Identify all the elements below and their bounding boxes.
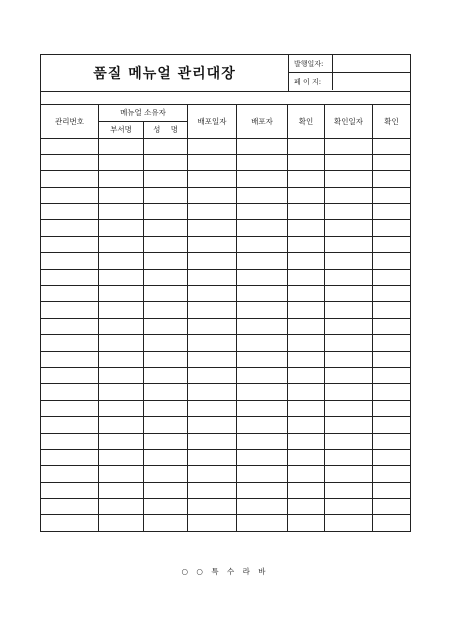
- col-header-confirm-date: 확인일자: [325, 104, 373, 138]
- table-cell[interactable]: [373, 351, 411, 367]
- table-row: [41, 417, 411, 433]
- table-cell[interactable]: [373, 154, 411, 170]
- table-cell[interactable]: [373, 171, 411, 187]
- table-cell[interactable]: [41, 515, 99, 531]
- table-cell[interactable]: [325, 466, 373, 482]
- col-header-owner: 메뉴얼 소유자: [99, 104, 188, 121]
- table-row: [41, 384, 411, 400]
- table-row: [41, 171, 411, 187]
- table-cell[interactable]: [188, 171, 237, 187]
- table-cell[interactable]: [237, 220, 288, 236]
- col-header-department: 부서명: [99, 121, 144, 138]
- meta-divider: [332, 54, 333, 90]
- table-cell[interactable]: [373, 400, 411, 416]
- table-cell[interactable]: [325, 367, 373, 383]
- table-cell[interactable]: [325, 335, 373, 351]
- table-cell[interactable]: [373, 449, 411, 465]
- table-cell[interactable]: [144, 433, 188, 449]
- table-cell[interactable]: [237, 367, 288, 383]
- table-row: [41, 499, 411, 515]
- title-block: [40, 54, 411, 91]
- table-cell[interactable]: [144, 138, 188, 154]
- table-cell[interactable]: [41, 286, 99, 302]
- table-cell[interactable]: [188, 154, 237, 170]
- table-cell[interactable]: [237, 302, 288, 318]
- table-cell[interactable]: [237, 171, 288, 187]
- table-cell[interactable]: [237, 154, 288, 170]
- table-row: [41, 367, 411, 383]
- register-table: [40, 91, 411, 532]
- table-cell[interactable]: [144, 204, 188, 220]
- table-cell[interactable]: [188, 384, 237, 400]
- table-cell[interactable]: [288, 171, 325, 187]
- table-row: [41, 482, 411, 498]
- table-cell[interactable]: [99, 433, 144, 449]
- table-row: [41, 138, 411, 154]
- page-label: 페 이 지:: [294, 77, 322, 86]
- table-row: [41, 515, 411, 531]
- table-cell[interactable]: [99, 253, 144, 269]
- table-cell[interactable]: [99, 318, 144, 334]
- table-cell[interactable]: [237, 318, 288, 334]
- table-cell[interactable]: [188, 482, 237, 498]
- table-cell[interactable]: [288, 138, 325, 154]
- table-cell[interactable]: [288, 417, 325, 433]
- table-cell[interactable]: [99, 302, 144, 318]
- table-cell[interactable]: [288, 515, 325, 531]
- table-cell[interactable]: [144, 154, 188, 170]
- table-cell[interactable]: [188, 515, 237, 531]
- table-cell[interactable]: [41, 220, 99, 236]
- table-cell[interactable]: [288, 499, 325, 515]
- table-cell[interactable]: [41, 433, 99, 449]
- table-row: [41, 351, 411, 367]
- table-cell[interactable]: [288, 302, 325, 318]
- table-cell[interactable]: [99, 417, 144, 433]
- table-cell[interactable]: [325, 286, 373, 302]
- table-row: [41, 302, 411, 318]
- table-row: [41, 236, 411, 252]
- table-cell[interactable]: [237, 335, 288, 351]
- table-row: [41, 318, 411, 334]
- table-cell[interactable]: [325, 417, 373, 433]
- table-cell[interactable]: [144, 499, 188, 515]
- table-cell[interactable]: [373, 417, 411, 433]
- table-cell[interactable]: [325, 384, 373, 400]
- table-cell[interactable]: [325, 318, 373, 334]
- table-cell[interactable]: [99, 171, 144, 187]
- table-cell[interactable]: [325, 236, 373, 252]
- table-cell[interactable]: [41, 466, 99, 482]
- table-cell[interactable]: [373, 482, 411, 498]
- table-cell[interactable]: [373, 138, 411, 154]
- table-cell[interactable]: [237, 400, 288, 416]
- table-cell[interactable]: [237, 236, 288, 252]
- table-cell[interactable]: [288, 384, 325, 400]
- table-cell[interactable]: [373, 433, 411, 449]
- table-row: [41, 253, 411, 269]
- col-header-distributor: 배포자: [237, 104, 288, 138]
- table-cell[interactable]: [237, 515, 288, 531]
- table-cell[interactable]: [144, 220, 188, 236]
- header-row-1: [41, 104, 411, 121]
- table-cell[interactable]: [288, 187, 325, 203]
- table-cell[interactable]: [373, 335, 411, 351]
- table-cell[interactable]: [288, 269, 325, 285]
- table-row: [41, 400, 411, 416]
- table-cell[interactable]: [237, 138, 288, 154]
- table-cell[interactable]: [188, 187, 237, 203]
- table-cell[interactable]: [99, 269, 144, 285]
- table-cell[interactable]: [144, 417, 188, 433]
- table-cell[interactable]: [288, 318, 325, 334]
- table-cell[interactable]: [288, 367, 325, 383]
- table-cell[interactable]: [373, 269, 411, 285]
- table-cell[interactable]: [188, 400, 237, 416]
- table-cell[interactable]: [188, 318, 237, 334]
- table-cell[interactable]: [99, 400, 144, 416]
- table-cell[interactable]: [373, 318, 411, 334]
- table-cell[interactable]: [41, 318, 99, 334]
- table-cell[interactable]: [325, 482, 373, 498]
- table-cell[interactable]: [288, 482, 325, 498]
- table-cell[interactable]: [325, 302, 373, 318]
- table-cell[interactable]: [99, 367, 144, 383]
- table-cell[interactable]: [99, 449, 144, 465]
- table-cell[interactable]: [373, 515, 411, 531]
- issue-date-label: 발행일자:: [294, 59, 324, 68]
- table-cell[interactable]: [144, 367, 188, 383]
- table-cell[interactable]: [99, 466, 144, 482]
- table-cell[interactable]: [288, 433, 325, 449]
- table-cell[interactable]: [41, 236, 99, 252]
- table-cell[interactable]: [288, 204, 325, 220]
- table-cell[interactable]: [325, 138, 373, 154]
- table-cell[interactable]: [144, 302, 188, 318]
- table-cell[interactable]: [237, 384, 288, 400]
- table-cell[interactable]: [144, 400, 188, 416]
- table-cell[interactable]: [188, 367, 237, 383]
- table-cell[interactable]: [288, 253, 325, 269]
- table-cell[interactable]: [325, 515, 373, 531]
- table-cell[interactable]: [325, 154, 373, 170]
- table-cell[interactable]: [99, 220, 144, 236]
- table-cell[interactable]: [237, 466, 288, 482]
- table-cell[interactable]: [144, 253, 188, 269]
- table-row: [41, 187, 411, 203]
- table-cell[interactable]: [325, 253, 373, 269]
- table-cell[interactable]: [325, 269, 373, 285]
- table-cell[interactable]: [99, 286, 144, 302]
- table-cell[interactable]: [41, 351, 99, 367]
- table-cell[interactable]: [373, 220, 411, 236]
- table-cell[interactable]: [373, 499, 411, 515]
- table-cell[interactable]: [41, 302, 99, 318]
- table-cell[interactable]: [41, 335, 99, 351]
- table-cell[interactable]: [373, 253, 411, 269]
- table-cell[interactable]: [237, 482, 288, 498]
- table-cell[interactable]: [373, 384, 411, 400]
- table-cell[interactable]: [99, 204, 144, 220]
- col-header-confirm-2: 확인: [373, 104, 411, 138]
- table-cell[interactable]: [188, 351, 237, 367]
- table-row: [41, 286, 411, 302]
- table-cell[interactable]: [325, 204, 373, 220]
- table-cell[interactable]: [188, 449, 237, 465]
- table-cell[interactable]: [373, 286, 411, 302]
- table-cell[interactable]: [188, 335, 237, 351]
- table-cell[interactable]: [373, 204, 411, 220]
- table-cell[interactable]: [41, 367, 99, 383]
- spacer-row: [41, 91, 411, 104]
- company-footer: ○ ○ 특 수 라 바: [181, 567, 269, 576]
- table-cell[interactable]: [237, 253, 288, 269]
- table-cell[interactable]: [99, 515, 144, 531]
- table-cell[interactable]: [144, 318, 188, 334]
- table-cell[interactable]: [99, 499, 144, 515]
- table-cell[interactable]: [99, 384, 144, 400]
- table-row: [41, 449, 411, 465]
- table-row: [41, 335, 411, 351]
- table-cell[interactable]: [325, 187, 373, 203]
- table-cell[interactable]: [41, 187, 99, 203]
- col-header-mgmt-no: 관리번호: [41, 104, 99, 138]
- table-cell[interactable]: [325, 220, 373, 236]
- table-cell[interactable]: [288, 220, 325, 236]
- table-cell[interactable]: [188, 204, 237, 220]
- table-cell[interactable]: [144, 187, 188, 203]
- table-cell[interactable]: [41, 154, 99, 170]
- table-cell[interactable]: [288, 351, 325, 367]
- col-header-confirm: 확인: [288, 104, 325, 138]
- table-cell[interactable]: [288, 335, 325, 351]
- table-cell[interactable]: [188, 433, 237, 449]
- table-cell[interactable]: [325, 499, 373, 515]
- table-cell[interactable]: [188, 269, 237, 285]
- table-cell[interactable]: [373, 302, 411, 318]
- table-cell[interactable]: [188, 138, 237, 154]
- table-row: [41, 466, 411, 482]
- table-cell[interactable]: [288, 466, 325, 482]
- table-cell[interactable]: [188, 499, 237, 515]
- form-sheet: [40, 54, 410, 532]
- table-cell[interactable]: [325, 351, 373, 367]
- table-cell[interactable]: [144, 515, 188, 531]
- table-cell[interactable]: [237, 449, 288, 465]
- table-row: [41, 154, 411, 170]
- table-cell[interactable]: [188, 417, 237, 433]
- table-cell[interactable]: [188, 302, 237, 318]
- table-cell[interactable]: [144, 335, 188, 351]
- table-cell[interactable]: [188, 220, 237, 236]
- document-title: 품질 메뉴얼 관리대장: [41, 55, 289, 91]
- table-row: [41, 433, 411, 449]
- table-cell[interactable]: [237, 269, 288, 285]
- table-cell[interactable]: [288, 286, 325, 302]
- table-cell[interactable]: [237, 286, 288, 302]
- table-cell[interactable]: [188, 236, 237, 252]
- table-cell[interactable]: [144, 286, 188, 302]
- table-cell[interactable]: [188, 253, 237, 269]
- table-cell[interactable]: [288, 154, 325, 170]
- table-cell[interactable]: [99, 236, 144, 252]
- table-cell[interactable]: [99, 187, 144, 203]
- table-cell[interactable]: [144, 482, 188, 498]
- table-cell[interactable]: [99, 154, 144, 170]
- table-cell[interactable]: [288, 236, 325, 252]
- table-cell[interactable]: [325, 433, 373, 449]
- table-cell[interactable]: [373, 187, 411, 203]
- table-cell[interactable]: [41, 204, 99, 220]
- table-cell[interactable]: [41, 417, 99, 433]
- table-cell[interactable]: [99, 138, 144, 154]
- table-cell[interactable]: [144, 236, 188, 252]
- table-cell[interactable]: [41, 138, 99, 154]
- table-cell[interactable]: [373, 236, 411, 252]
- table-row: [41, 220, 411, 236]
- table-cell[interactable]: [237, 499, 288, 515]
- table-cell[interactable]: [144, 449, 188, 465]
- table-cell[interactable]: [237, 204, 288, 220]
- table-cell[interactable]: [144, 171, 188, 187]
- table-cell[interactable]: [41, 400, 99, 416]
- table-cell[interactable]: [41, 384, 99, 400]
- table-cell[interactable]: [144, 384, 188, 400]
- table-cell[interactable]: [41, 449, 99, 465]
- table-cell[interactable]: [325, 449, 373, 465]
- table-cell[interactable]: [237, 351, 288, 367]
- table-row: [41, 269, 411, 285]
- table-cell[interactable]: [144, 466, 188, 482]
- table-cell[interactable]: [41, 171, 99, 187]
- table-cell[interactable]: [373, 367, 411, 383]
- table-cell[interactable]: [188, 466, 237, 482]
- table-cell[interactable]: [288, 400, 325, 416]
- table-cell[interactable]: [99, 482, 144, 498]
- table-cell[interactable]: [237, 187, 288, 203]
- table-cell[interactable]: [188, 286, 237, 302]
- table-cell[interactable]: [41, 269, 99, 285]
- col-header-name: 성 명: [144, 121, 188, 138]
- table-cell[interactable]: [41, 499, 99, 515]
- table-cell[interactable]: [237, 433, 288, 449]
- table-cell[interactable]: [144, 269, 188, 285]
- col-header-dist-date: 배포일자: [188, 104, 237, 138]
- table-cell[interactable]: [144, 351, 188, 367]
- table-cell[interactable]: [41, 482, 99, 498]
- table-cell[interactable]: [288, 449, 325, 465]
- table-cell[interactable]: [99, 335, 144, 351]
- table-cell[interactable]: [237, 417, 288, 433]
- table-cell[interactable]: [325, 171, 373, 187]
- table-row: [41, 204, 411, 220]
- table-cell[interactable]: [325, 400, 373, 416]
- table-cell[interactable]: [41, 253, 99, 269]
- table-cell[interactable]: [373, 466, 411, 482]
- table-cell[interactable]: [99, 351, 144, 367]
